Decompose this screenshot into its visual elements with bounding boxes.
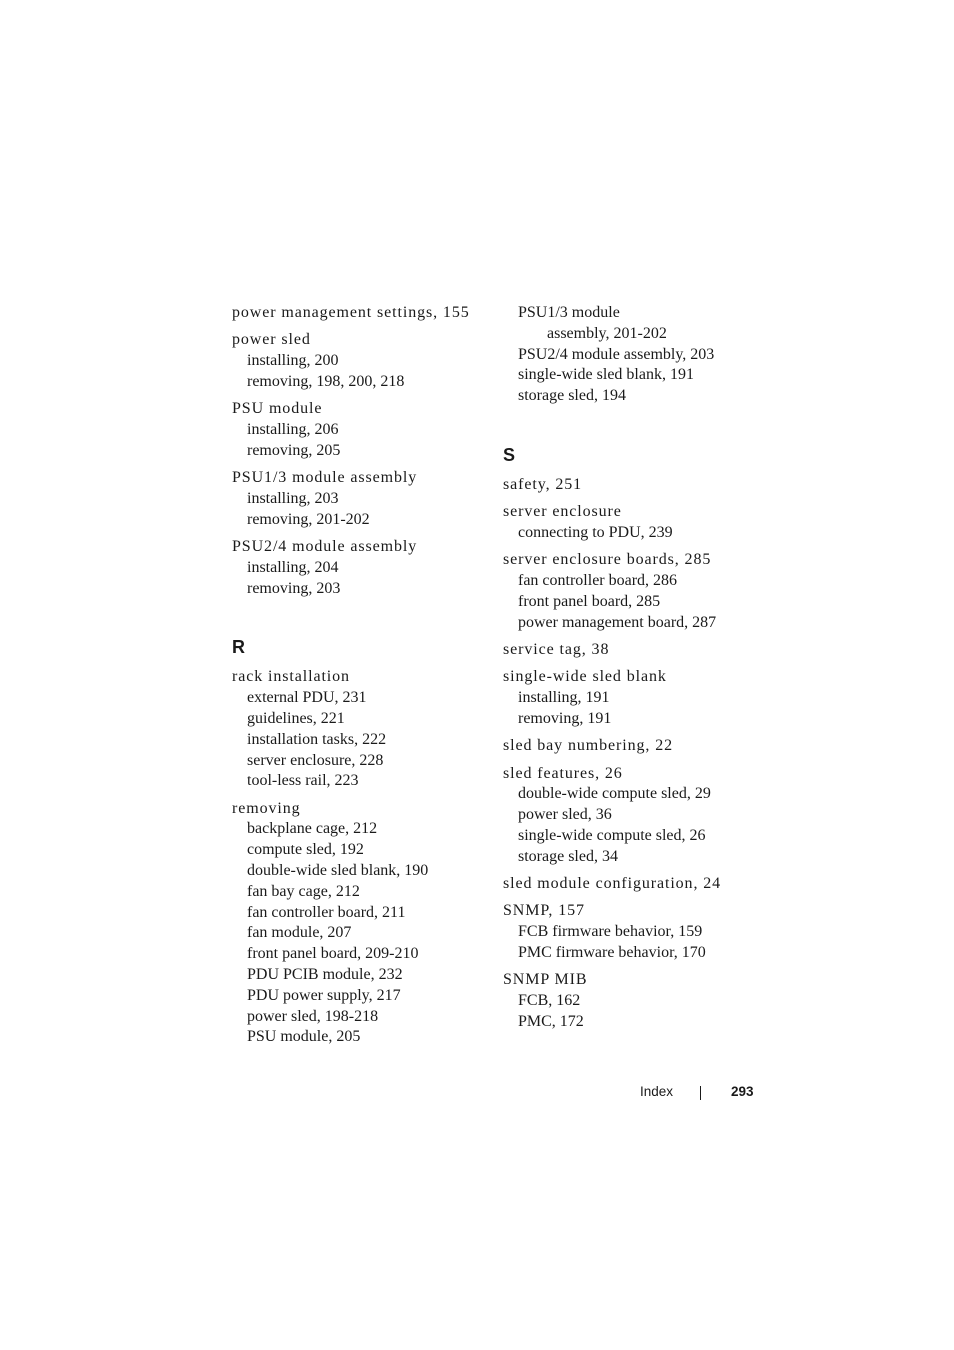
- index-subterm: front panel board, 285: [518, 592, 661, 610]
- index-subterm: storage sled, 34: [518, 847, 618, 865]
- index-subterm: connecting to PDU, 239: [518, 524, 673, 542]
- index-subterm: fan module, 207: [247, 924, 352, 942]
- index-subterm: removing, 203: [247, 579, 341, 597]
- index-term: power management settings, 155: [232, 304, 470, 321]
- index-entry-single-wide-sled-blank: [503, 667, 763, 729]
- index-subterm-continuation: assembly, 201-202: [547, 324, 667, 342]
- index-subterm: PSU1/3 module: [518, 304, 620, 321]
- index-entry-snmp-mib: [503, 970, 763, 1032]
- index-subterm: installing, 191: [518, 689, 610, 707]
- index-subterm: server enclosure, 228: [247, 751, 384, 769]
- index-subterm: PMC, 172: [518, 1012, 584, 1030]
- page-footer: [0, 1084, 954, 1104]
- index-subterm: power sled, 198-218: [247, 1007, 379, 1025]
- index-subterm: removing, 198, 200, 218: [247, 372, 405, 390]
- index-term: service tag, 38: [503, 641, 610, 659]
- index-entry-service-tag: [503, 640, 763, 661]
- index-entry-rack-installation: [232, 667, 492, 792]
- index-subterm: removing, 205: [247, 441, 341, 459]
- index-term: sled features, 26: [503, 764, 623, 782]
- index-subterm: double-wide sled blank, 190: [247, 862, 429, 880]
- index-subterm: PMC firmware behavior, 170: [518, 943, 706, 961]
- index-subterm: fan controller board, 211: [247, 903, 406, 921]
- index-entry-sled-features: [503, 764, 763, 868]
- index-entry-power-management: [232, 303, 492, 324]
- index-subterm: removing, 191: [518, 709, 612, 727]
- page-number: 293: [731, 1084, 754, 1099]
- index-term: removing: [232, 799, 301, 817]
- index-subterm: tool-less rail, 223: [247, 772, 359, 790]
- index-entry-psu13: [232, 468, 492, 530]
- index-entry-server-enclosure: [503, 502, 763, 544]
- footer-divider: [700, 1086, 701, 1100]
- index-subterm: double-wide compute sled, 29: [518, 785, 711, 803]
- index-entry-sled-bay-numbering: [503, 736, 763, 757]
- index-entry-psu24: [232, 537, 492, 599]
- index-term: PSU2/4 module assembly: [232, 537, 418, 555]
- index-term: rack installation: [232, 668, 350, 686]
- index-term: SNMP, 157: [503, 902, 585, 920]
- index-subterm: front panel board, 209-210: [247, 945, 419, 963]
- index-subterm: power sled, 36: [518, 806, 612, 824]
- footer-section-label: Index: [640, 1084, 674, 1099]
- index-subterm: PSU2/4 module assembly, 203: [518, 345, 715, 363]
- index-term: sled bay numbering, 22: [503, 737, 673, 755]
- index-entry-server-enclosure-boards: [503, 550, 763, 633]
- index-subterm: PSU module, 205: [247, 1028, 361, 1046]
- index-term: single-wide sled blank: [503, 668, 667, 686]
- index-subterm: PDU PCIB module, 232: [247, 966, 403, 984]
- index-term: power sled: [232, 331, 311, 349]
- index-term: sled module configuration, 24: [503, 875, 722, 893]
- index-entry-power-sled: [232, 330, 492, 392]
- section-letter-s: S: [503, 444, 516, 465]
- index-entry-sled-module-configuration: [503, 874, 763, 895]
- index-subterm: compute sled, 192: [247, 841, 364, 859]
- index-term: PSU module: [232, 400, 323, 418]
- index-entry-psu-module: [232, 399, 492, 461]
- index-subterm: storage sled, 194: [518, 387, 626, 405]
- section-letter-r: R: [232, 637, 245, 658]
- index-term: PSU1/3 module assembly: [232, 469, 418, 487]
- index-term: SNMP MIB: [503, 971, 588, 989]
- index-subterm: removing, 201-202: [247, 510, 370, 528]
- index-term: server enclosure boards, 285: [503, 551, 712, 569]
- index-subterm: fan controller board, 286: [518, 572, 678, 590]
- index-subterm: single-wide sled blank, 191: [518, 366, 694, 384]
- index-term: server enclosure: [503, 503, 622, 521]
- index-subterm: guidelines, 221: [247, 709, 345, 727]
- index-subterm: PDU power supply, 217: [247, 986, 401, 1004]
- index-subterm: power management board, 287: [518, 613, 717, 631]
- index-subterm: fan bay cage, 212: [247, 882, 360, 900]
- index-subterm: external PDU, 231: [247, 689, 367, 707]
- index-subterm: installing, 203: [247, 489, 339, 507]
- index-subterm: installing, 206: [247, 420, 339, 438]
- index-subterm: backplane cage, 212: [247, 820, 378, 838]
- index-subterm: installing, 204: [247, 558, 339, 576]
- index-column-left: [232, 303, 492, 1055]
- index-entry-removing-continued: [503, 303, 763, 407]
- index-subterm: FCB firmware behavior, 159: [518, 923, 703, 941]
- index-column-right: [503, 303, 763, 1039]
- index-subterm: single-wide compute sled, 26: [518, 826, 706, 844]
- index-term: safety, 251: [503, 475, 583, 493]
- index-entry-removing: [232, 799, 492, 1049]
- index-subterm: installation tasks, 222: [247, 730, 387, 748]
- index-subterm: FCB, 162: [518, 992, 581, 1010]
- index-entry-safety: [503, 475, 763, 496]
- index-subterm: installing, 200: [247, 352, 339, 370]
- index-entry-snmp: [503, 901, 763, 963]
